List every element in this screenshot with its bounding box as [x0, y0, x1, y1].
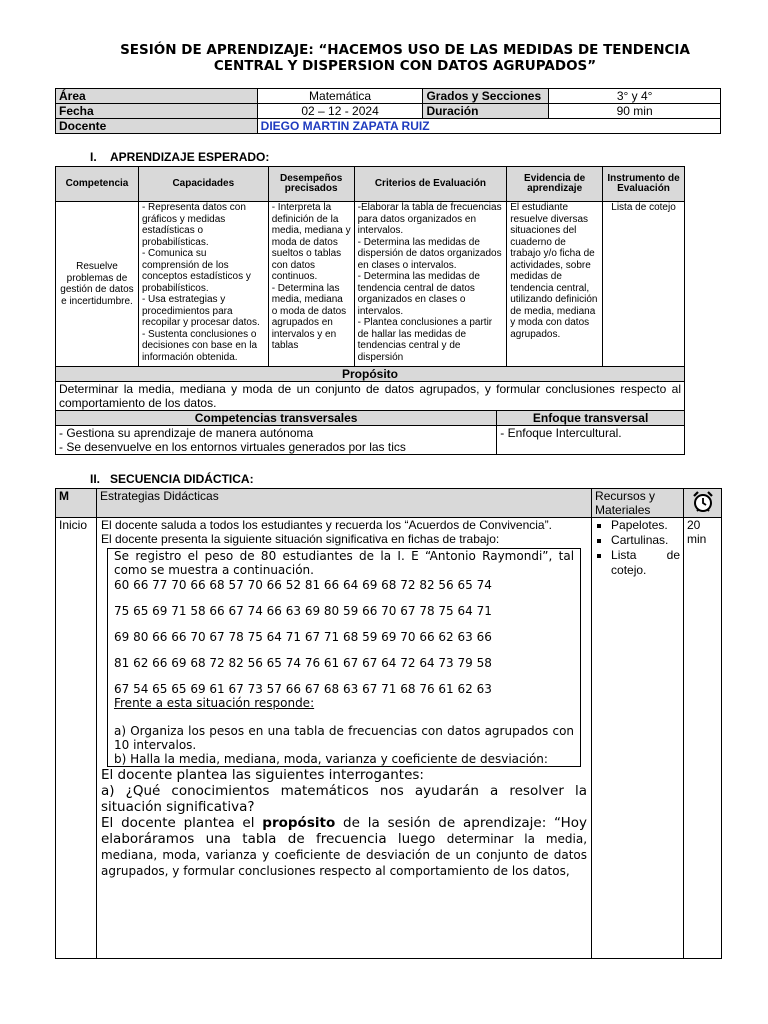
- enfoque-value: - Enfoque Intercultural.: [497, 426, 685, 455]
- col-resources-header: Recursos y Materiales: [592, 489, 684, 518]
- header-competencia: Competencia: [56, 167, 139, 202]
- resource-item: ▪ Papelotes.: [611, 518, 680, 533]
- desempenos-cell: - Interpreta la definición de la media, mediana y moda de datos sueltos o tablas con datos continuos. - Determina las media, mediana o moda de datos agrupados en intervalos y en tablas: [268, 202, 354, 367]
- comp-trans-values: [56, 426, 497, 455]
- col-strategies-header: Estrategias Didácticas: [96, 489, 591, 518]
- data-row-4: 81 62 66 69 68 72 82 56 65 74 76 61 67 67 64 72 64 73 79 58: [113, 656, 492, 670]
- comp-trans-label: Competencias transversales: [56, 411, 497, 426]
- resource-item: ▪ Lista de cotejo.: [611, 548, 680, 578]
- resource-item: ▪ Cartulinas.: [611, 533, 680, 548]
- header-instrumento: Instrumento de Evaluación: [603, 167, 685, 202]
- data-row-2: 75 65 69 71 58 66 67 74 66 63 69 80 59 66 70 67 78 75 64 71: [113, 604, 492, 618]
- purpose-mid: de la sesión de aprendizaje: “Hoy elaboráramos una tabla de frecuencia luego: [100, 815, 588, 847]
- competencia-cell: Resuelve problemas de gestión de datos e incertidumbre.: [56, 202, 139, 367]
- data-row-3: 69 80 66 66 70 67 78 75 64 71 67 71 68 59 69 70 66 62 63 66: [113, 630, 492, 644]
- box-prompt: Frente a esta situación responde:: [113, 696, 315, 710]
- purpose-paragraph: [101, 815, 587, 879]
- moment-cell: Inicio: [56, 518, 97, 959]
- evidencia-cell: El estudiante resuelve diversas situaciones del cuaderno de trabajo y/o ficha de actividades, sobre medidas de tendencia central, utilizando definición de media, mediana y moda con datos agrupados.: [507, 202, 603, 367]
- section2-heading: [90, 472, 254, 486]
- data-row-1: 60 66 77 70 66 68 57 70 66 52 81 66 64 69 68 72 82 56 65 74: [113, 578, 492, 592]
- time-cell: 20 min: [684, 518, 722, 959]
- question-a: a) ¿Qué conocimientos matemáticos nos ayudarán a resolver la situación significativa?: [100, 783, 588, 815]
- purpose-tail: determinar la media, mediana, moda, varianza y coeficiente de desviación de un conjunto de datos agrupados, y formular conclusiones respecto al comportamiento de los datos,: [100, 832, 588, 878]
- info-table: [55, 88, 721, 134]
- section2-number: II.: [90, 472, 101, 486]
- resources-list: [595, 518, 680, 578]
- header-desempenos: Desempeños precisados: [268, 167, 354, 202]
- sequence-table: [55, 488, 722, 959]
- area-value: Matemática: [257, 89, 423, 104]
- purpose-pre: El docente plantea el: [100, 815, 263, 831]
- questions-intro: El docente plantea las siguientes interrogantes:: [100, 767, 424, 783]
- docente-value: DIEGO MARTIN ZAPATA RUIZ: [257, 119, 720, 134]
- session-title: [60, 42, 750, 74]
- section1-number: I.: [90, 150, 97, 164]
- area-label: Área: [56, 89, 258, 104]
- section1-title: APRENDIZAJE ESPERADO:: [110, 150, 270, 164]
- docente-label: Docente: [56, 119, 258, 134]
- box-intro: Se registro el peso de 80 estudiantes de la I. E “Antonio Raymondi”, tal como se muestra a continuación.: [113, 549, 575, 577]
- situation-box: [107, 548, 581, 767]
- fecha-label: Fecha: [56, 104, 258, 119]
- duracion-value: 90 min: [549, 104, 721, 119]
- data-row-5: 67 54 65 65 69 61 67 73 57 66 67 68 63 67 71 68 76 61 62 63: [113, 682, 492, 696]
- header-criterios: Criterios de Evaluación: [354, 167, 507, 202]
- comp-trans-2: - Se desenvuelve en los entornos virtuales generados por las tics: [59, 440, 406, 454]
- header-capacidades: Capacidades: [138, 167, 268, 202]
- fecha-value: 02 – 12 - 2024: [257, 104, 423, 119]
- proposito-label: Propósito: [56, 367, 685, 382]
- instrumento-cell: Lista de cotejo: [603, 202, 685, 367]
- criterios-cell: -Elaborar la tabla de frecuencias para datos organizados en intervalos. - Determina las medidas de dispersión de datos organizados en clases o intervalos. - Determina las medidas de tendencia central de datos organizados en clases o intervalos. - Plantea conclusiones a partir de hallar las medidas de tendencias central y de dispersión: [354, 202, 507, 367]
- box-question-b: b) Halla la media, mediana, moda, varianza y coeficiente de desviación:: [113, 752, 548, 766]
- enfoque-label: Enfoque transversal: [497, 411, 685, 426]
- grados-value: 3° y 4°: [549, 89, 721, 104]
- duracion-label: Duración: [423, 104, 549, 119]
- learning-table: [55, 166, 685, 411]
- transversal-table: [55, 410, 685, 455]
- section2-title: SECUENCIA DIDÁCTICA:: [110, 472, 254, 486]
- col-m-header: M: [56, 489, 97, 518]
- proposito-text: Determinar la media, mediana y moda de un conjunto de datos agrupados, y formular conclusiones respecto al comportamiento de los datos.: [56, 382, 685, 411]
- session-title-line2: CENTRAL Y DISPERSION CON DATOS AGRUPADOS”: [213, 58, 597, 74]
- capacidades-cell: - Representa datos con gráficos y medidas estadísticas o probabilísticas. - Comunica su comprensión de los conceptos estadísticos y probabilísticos. - Usa estrategias y procedimientos para recopilar y procesar datos. - Sustenta conclusiones o decisiones con base en la información obtenida.: [138, 202, 268, 367]
- purpose-bold: propósito: [262, 815, 336, 831]
- header-evidencia: Evidencia de aprendizaje: [507, 167, 603, 202]
- grados-label: Grados y Secciones: [423, 89, 549, 104]
- strategies-cell: [96, 518, 591, 959]
- resources-cell: [592, 518, 684, 959]
- clock-header: [684, 489, 722, 518]
- comp-trans-1: - Gestiona su aprendizaje de manera autónoma: [59, 426, 314, 440]
- intro-line-1: El docente saluda a todos los estudiantes y recuerda los “Acuerdos de Convivencia”.: [100, 518, 552, 532]
- box-question-a: a) Organiza los pesos en una tabla de frecuencias con datos agrupados con 10 intervalos.: [113, 724, 575, 752]
- session-title-line1: SESIÓN DE APRENDIZAJE: “HACEMOS USO DE LAS MEDIDAS DE TENDENCIA: [120, 42, 690, 58]
- intro-line-2: El docente presenta la siguiente situación significativa en fichas de trabajo:: [100, 532, 500, 546]
- alarm-clock-icon: [691, 490, 715, 514]
- section1-heading: [90, 150, 269, 164]
